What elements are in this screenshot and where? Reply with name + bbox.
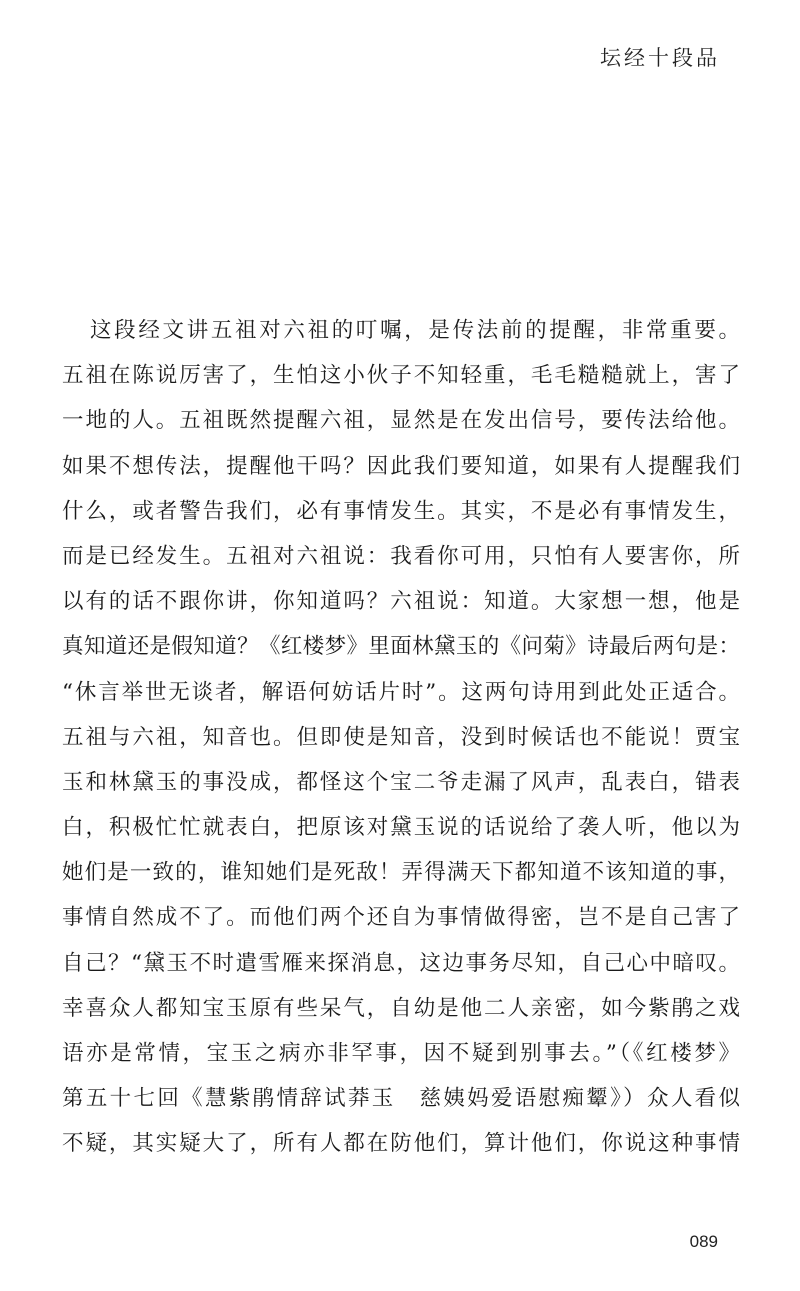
text-line: 真知道还是假知道？《红楼梦》里面林黛玉的《问菊》诗最后两句是： xyxy=(62,634,740,660)
running-head-title: 坛经十段品 xyxy=(600,46,720,70)
text-line: 第五十七回《慧紫鹃情辞试莽玉 慈姨妈爱语慰痴颦》）众人看似 xyxy=(62,1086,740,1112)
text-line: 这段经文讲五祖对六祖的叮嘱，是传法前的提醒，非常重要。 xyxy=(90,318,740,343)
text-line: 自己？“黛玉不时遣雪雁来探消息，这边事务尽知，自己心中暗叹。 xyxy=(62,950,740,976)
page-number: 089 xyxy=(689,1232,718,1251)
text-line: 而是已经发生。五祖对六祖说：我看你可用，只怕有人要害你，所 xyxy=(62,543,740,569)
text-line: 什么，或者警告我们，必有事情发生。其实，不是必有事情发生， xyxy=(62,498,740,524)
text-line: 五祖与六祖，知音也。但即使是知音，没到时候话也不能说！贾宝 xyxy=(62,724,740,750)
text-line: 五祖在陈说厉害了，生怕这小伙子不知轻重，毛毛糙糙就上，害了 xyxy=(62,363,740,389)
text-line: 如果不想传法，提醒他干吗？因此我们要知道，如果有人提醒我们 xyxy=(62,453,740,479)
text-line: 玉和林黛玉的事没成，都怪这个宝二爷走漏了风声，乱表白，错表 xyxy=(62,769,740,795)
text-line: 一地的人。五祖既然提醒六祖，显然是在发出信号，要传法给他。 xyxy=(62,408,740,434)
text-line: 以有的话不跟你讲，你知道吗？六祖说：知道。大家想一想，他是 xyxy=(62,589,740,615)
text-line: 不疑，其实疑大了，所有人都在防他们，算计他们，你说这种事情 xyxy=(62,1131,740,1157)
body-text xyxy=(62,308,740,1167)
text-line: “休言举世无谈者，解语何妨话片时”。这两句诗用到此处正适合。 xyxy=(62,679,740,705)
text-line: 她们是一致的，谁知她们是死敌！弄得满天下都知道不该知道的事， xyxy=(62,860,740,886)
text-line: 事情自然成不了。而他们两个还自为事情做得密，岂不是自己害了 xyxy=(62,905,740,931)
text-line: 幸喜众人都知宝玉原有些呆气，自幼是他二人亲密，如今紫鹃之戏 xyxy=(62,995,740,1021)
text-line: 白，积极忙忙就表白，把原该对黛玉说的话说给了袭人听，他以为 xyxy=(62,815,740,841)
text-line: 语亦是常情，宝玉之病亦非罕事，因不疑到别事去。”（《红楼梦》 xyxy=(62,1041,740,1066)
